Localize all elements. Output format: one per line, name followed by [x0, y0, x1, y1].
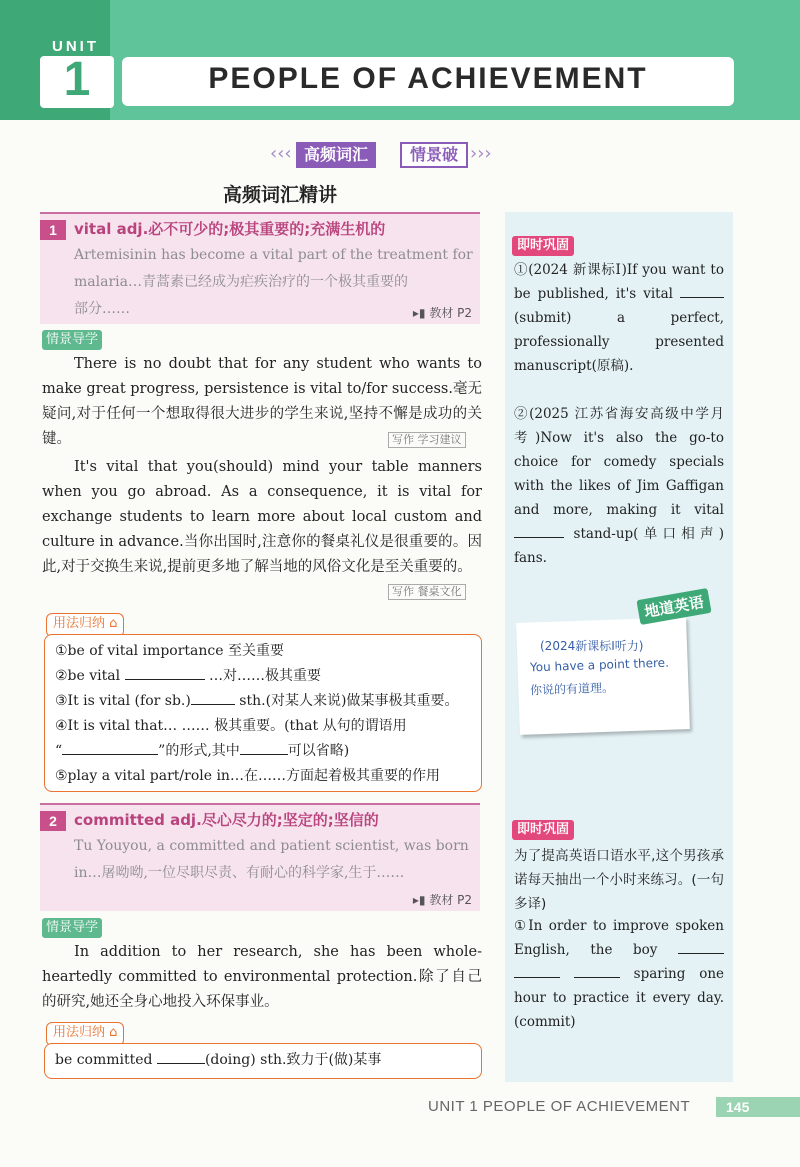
section-banner-main: 高频词汇 — [296, 142, 376, 168]
chevron-left-icon: ‹‹‹ — [270, 143, 292, 164]
book-icon: ▮ — [418, 893, 426, 907]
card-example-line: 部分…… — [74, 301, 130, 317]
writing-tag: 写作 餐桌文化 — [388, 584, 466, 600]
practice-tag: 即时巩固 — [512, 236, 574, 256]
scene-tag: 情景导学 — [42, 918, 102, 938]
writing-tag: 写作 学习建议 — [388, 432, 466, 448]
answer-blank[interactable] — [680, 283, 724, 298]
answer-blank[interactable] — [514, 523, 564, 538]
scene-tag: 情景导学 — [42, 330, 102, 350]
running-footer: UNIT 1 PEOPLE OF ACHIEVEMENT — [428, 1098, 691, 1115]
note-line: (2024新课标Ⅰ听力) — [540, 639, 644, 653]
practice-prompt: 为了提高英语口语水平,这个男孩承诺每天抽出一个小时来练习。(一句多译) — [514, 848, 724, 912]
practice-tag: 即时巩固 — [512, 820, 574, 840]
usage-tag: 用法归纳 ⌂ — [46, 613, 124, 637]
section-subheading: 高频词汇精讲 — [222, 184, 337, 206]
unit-number: 1 — [63, 53, 91, 106]
answer-blank[interactable] — [678, 939, 724, 954]
book-icon: ▮ — [418, 306, 426, 320]
usage-line: ③It is vital (for sb.) sth.(对某人来说)做某事极其重要。 — [55, 689, 459, 713]
scene-paragraph: It's vital that you(should) mind your table manners when you go abroad. As a consequence, it is vital for exchange students to learn more about local custom and culture in advance.当你出国时,注意你的餐桌礼仪是很重要的。因此,对于交换生来说,提前更多地了解当地的风俗文化是至关重要的。 — [42, 459, 482, 575]
answer-blank[interactable] — [191, 690, 235, 705]
answer-blank[interactable] — [514, 963, 560, 978]
card-example-line: malaria…青蒿素已经成为疟疾治疗的一个极其重要的 — [74, 274, 408, 290]
usage-line: ①be of vital importance 至关重要 — [55, 643, 284, 659]
usage-line: ⑤play a vital part/role in…在……方面起着极其重要的作用 — [55, 768, 440, 784]
idiom-note — [516, 617, 690, 735]
answer-blank[interactable] — [574, 963, 620, 978]
word-card-committed — [40, 803, 480, 911]
page-number: 145 — [716, 1097, 800, 1117]
idiom-tag: 地道英语 — [636, 588, 711, 625]
usage-line: ②be vital …对……极其重要 — [55, 664, 321, 688]
usage-line: ④It is vital that… …… 极其重要。(that 从句的谓语用 — [55, 718, 407, 734]
usage-tag: 用法归纳 ⌂ — [46, 1022, 124, 1046]
card-example-line: Artemisinin has become a vital part of the treatment for — [74, 247, 473, 263]
note-line: You have a point there. — [529, 655, 670, 675]
chevron-right-icon: ››› — [470, 143, 492, 164]
card-example-line: Tu Youyou, a committed and patient scientist, was born — [74, 838, 469, 854]
section-banner-sub: 情景破 — [400, 142, 468, 168]
usage-box — [44, 634, 482, 792]
card-number: 1 — [40, 220, 66, 240]
word-card-vital — [40, 212, 480, 324]
answer-blank[interactable] — [62, 740, 158, 755]
card-headword: committed adj.尽心尽力的;坚定的;坚信的 — [74, 811, 379, 829]
unit-label: UNIT — [52, 38, 99, 55]
answer-blank[interactable] — [157, 1049, 205, 1064]
practice-question: ①In order to improve spoken English, the boy sparing one hour to practice it every day. (commit) — [514, 918, 725, 1030]
basket-icon: ⌂ — [109, 616, 118, 631]
unit-title: PEOPLE OF ACHIEVEMENT — [208, 62, 648, 95]
basket-icon: ⌂ — [109, 1025, 118, 1040]
source-label: ▸▮ 教材 P2 — [412, 893, 472, 907]
source-label: ▸▮ 教材 P2 — [412, 306, 472, 320]
scene-paragraph: There is no doubt that for any student who wants to make great progress, persistence is vital to/for success.毫无疑问,对于任何一个想取得很大进步的学生来说,坚持不懈是成功的关键。 — [42, 356, 482, 447]
usage-box — [44, 1043, 482, 1079]
card-example-line: in…屠呦呦,一位尽职尽责、有耐心的科学家,生于…… — [74, 865, 405, 881]
answer-blank[interactable] — [125, 665, 205, 680]
practice-question: ②(2025 江苏省海安高级中学月考)Now it's also the go-to choice for comedy specials with the likes of Jim Gaffigan and more, making it vital stand-up(单口相声) fans. — [514, 406, 724, 566]
practice-question: ①(2024 新课标Ⅰ)If you want to be published, it's vital (submit) a perfect, professionally presented manuscript(原稿). — [514, 262, 724, 374]
note-line: 你说的有道理。 — [529, 680, 615, 698]
usage-line: be committed (doing) sth.致力于(做)某事 — [55, 1048, 381, 1072]
answer-blank[interactable] — [240, 740, 288, 755]
usage-line: “ ”的形式,其中 可以省略) — [55, 739, 349, 763]
card-headword: vital adj.必不可少的;极其重要的;充满生机的 — [74, 220, 386, 238]
card-number: 2 — [40, 811, 66, 831]
scene-paragraph: In addition to her research, she has been whole-heartedly committed to environmental protection.除了自己的研究,她还全身心地投入环保事业。 — [42, 944, 482, 1010]
